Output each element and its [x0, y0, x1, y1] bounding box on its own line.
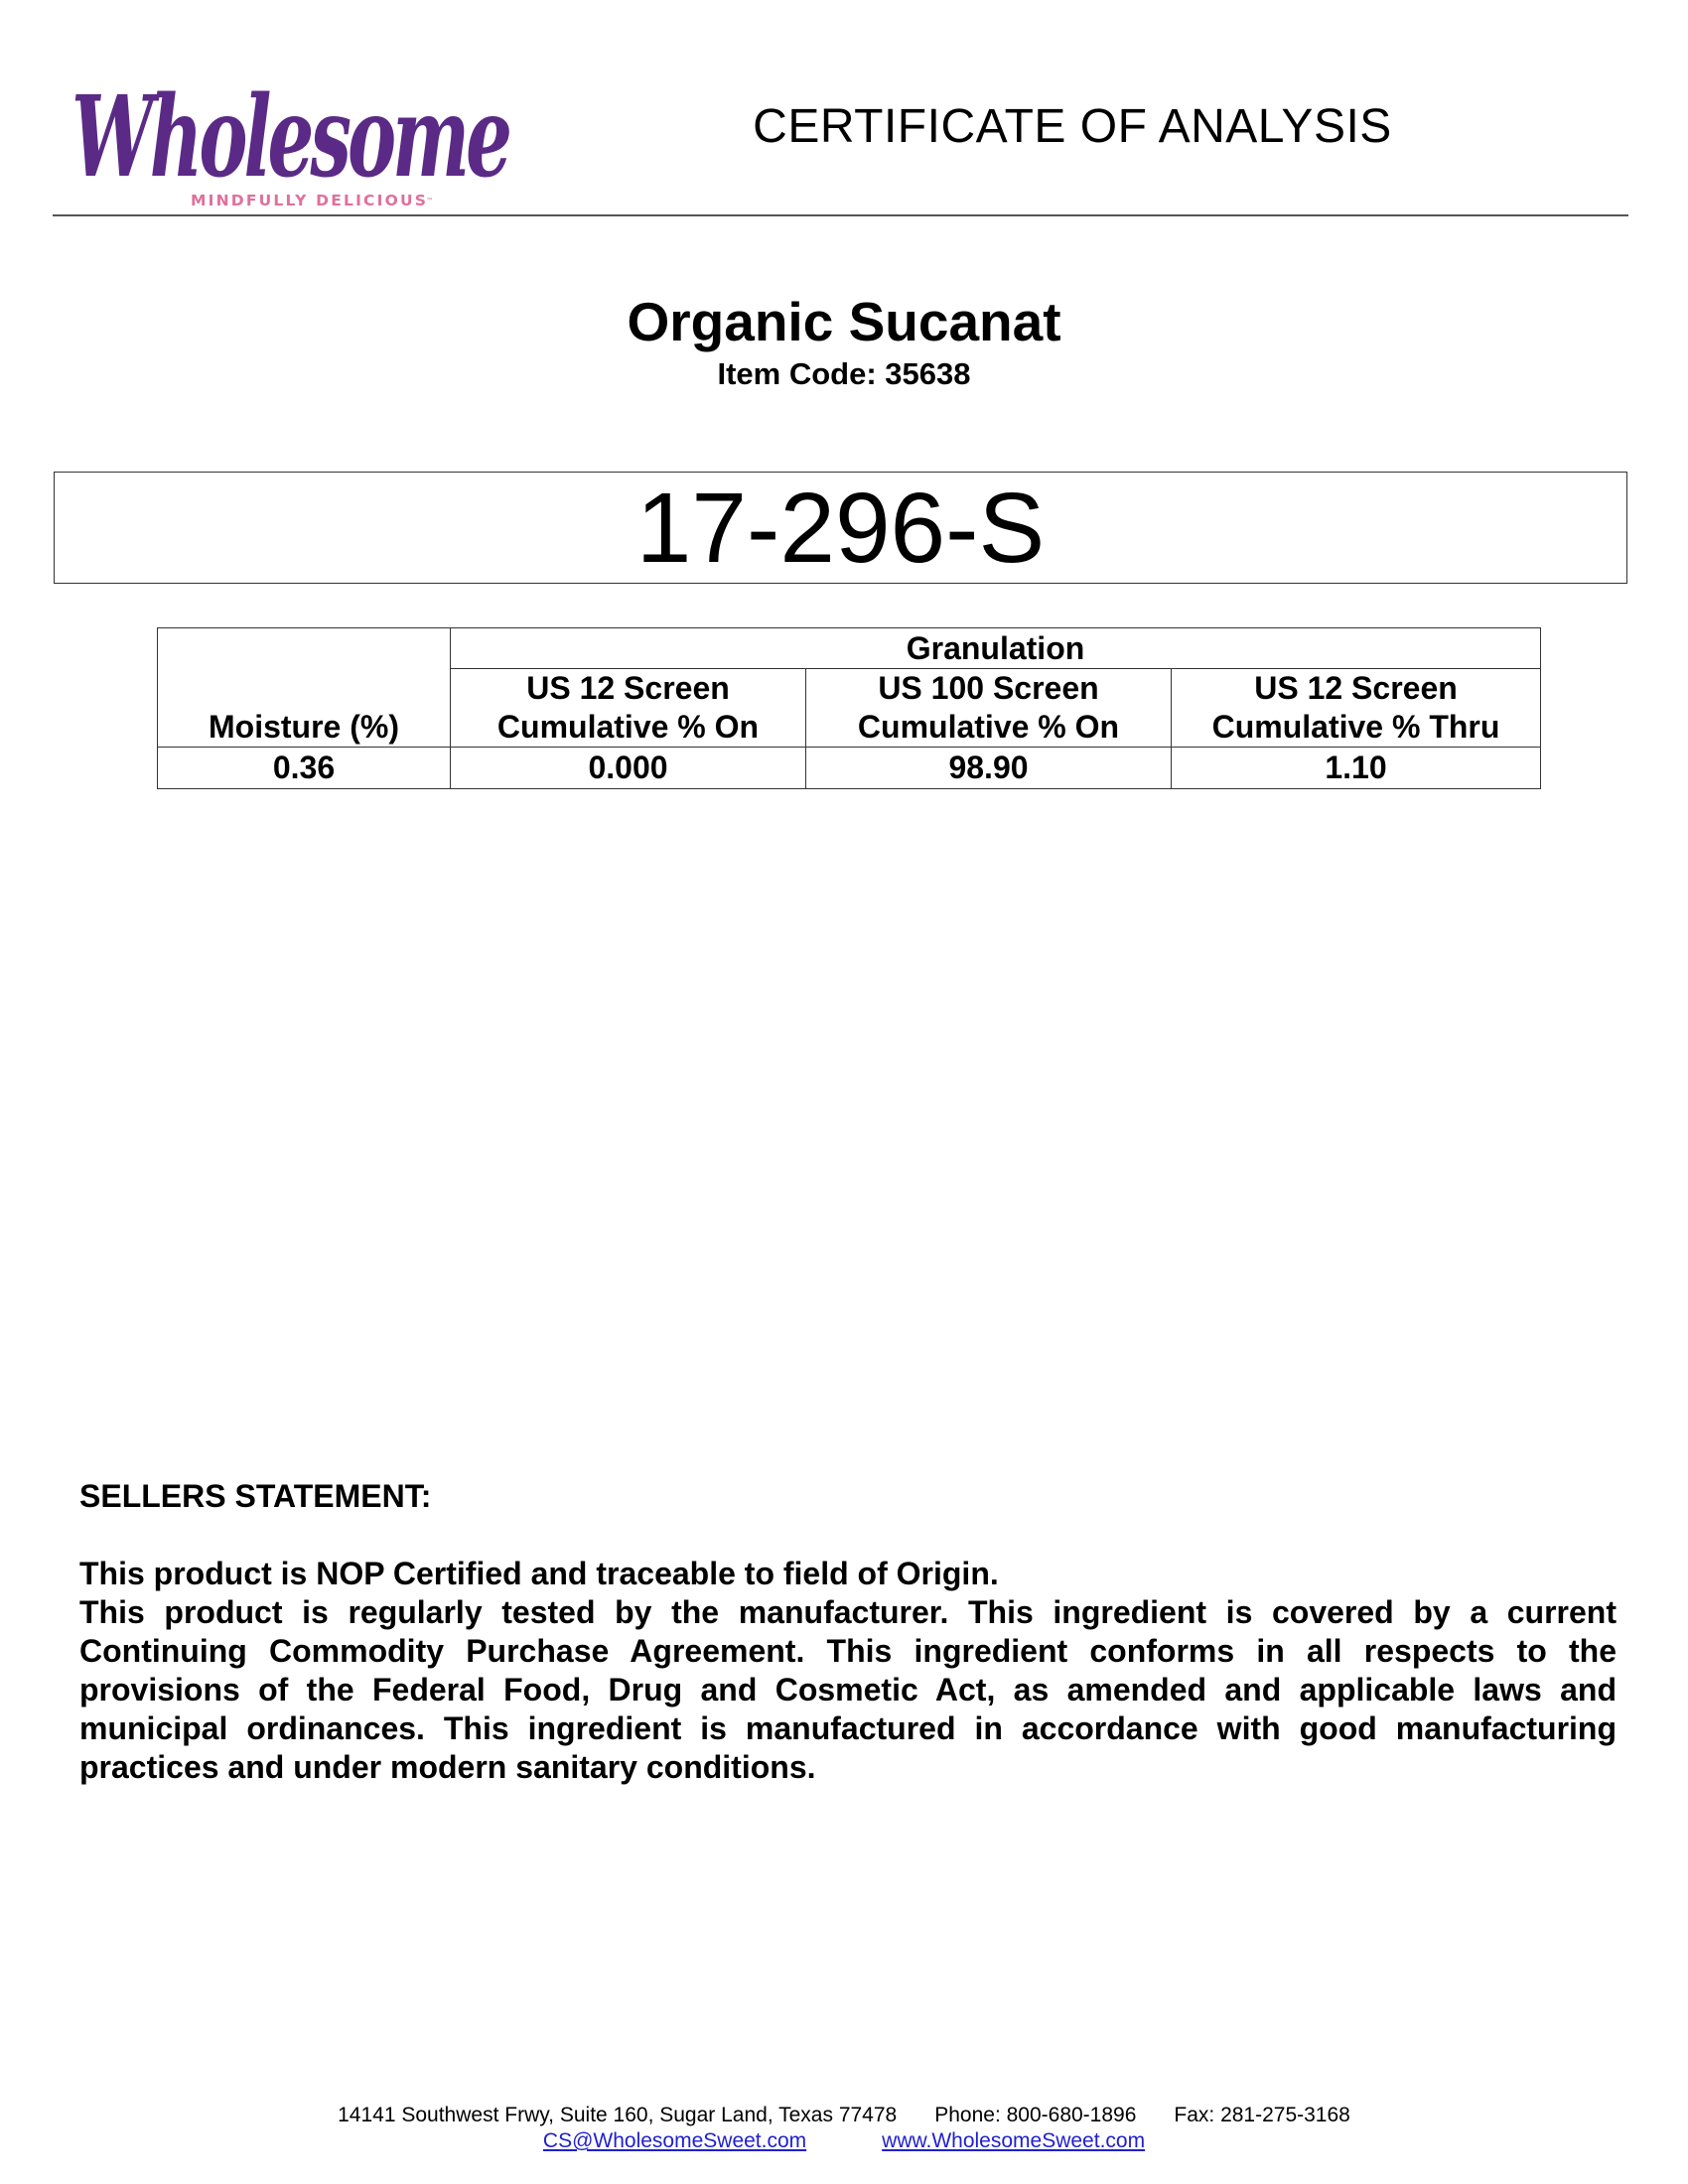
item-code: Item Code: 35638	[717, 356, 971, 391]
header-divider	[53, 214, 1628, 216]
logo-wordmark: Wholesome	[71, 72, 510, 203]
column-header-line: Cumulative % On	[496, 709, 760, 745]
moisture-value: 0.36	[158, 748, 451, 789]
company-logo	[70, 45, 516, 213]
column-header-us100-on	[806, 669, 1172, 748]
column-header-line: US 12 Screen	[526, 670, 730, 706]
us12-thru-value: 1.10	[1172, 748, 1541, 789]
table-row	[158, 748, 1541, 789]
logo-tagline: MINDFULLY DELICIOUS	[191, 192, 429, 209]
us12-on-value: 0.000	[451, 748, 806, 789]
statement-heading: SELLERS STATEMENT:	[79, 1478, 432, 1514]
product-name: Organic Sucanat	[627, 291, 1061, 352]
document-title: CERTIFICATE OF ANALYSIS	[753, 100, 1392, 153]
footer-phone: Phone: 800-680-1896	[934, 2104, 1137, 2126]
column-header-line: Cumulative % Thru	[1211, 709, 1500, 745]
footer-address: 14141 Southwest Frwy, Suite 160, Sugar Land, Texas 77478	[338, 2104, 898, 2126]
statement-paragraph: This product is regularly tested by the manufacturer. This ingredient is covered by a current Continuing Commodity Purchase Agreement. This ingredient conforms in all respects to the provisions of the Federal Food, Drug and Cosmetic Act, as amended and applicable laws and municipal ordinances. This ingredient is manufactured in accordance with good manufacturing practices and under modern sanitary conditions.	[79, 1594, 1617, 1785]
sellers-statement	[79, 1477, 1617, 1787]
granulation-group-header: Granulation	[451, 628, 1541, 669]
column-header-line: Moisture (%)	[209, 709, 399, 745]
footer-links-line	[0, 2128, 1688, 2154]
footer-fax: Fax: 281-275-3168	[1174, 2104, 1350, 2126]
column-header-line: US 12 Screen	[1254, 670, 1458, 706]
statement-line: This product is NOP Certified and traceable to field of Origin.	[79, 1556, 999, 1591]
lot-number-box	[54, 472, 1627, 584]
analysis-table	[157, 627, 1541, 789]
us100-on-value: 98.90	[806, 748, 1172, 789]
wholesome-logo-graphic	[70, 45, 516, 213]
footer-contact-line	[0, 2103, 1688, 2128]
footer-email-link[interactable]: CS@WholesomeSweet.com	[542, 2129, 807, 2152]
column-header-us12-on	[451, 669, 806, 748]
column-header-line: US 100 Screen	[878, 670, 1099, 706]
table-header-row	[158, 628, 1541, 669]
column-header-moisture	[158, 628, 451, 748]
logo-trademark: ™	[426, 197, 434, 205]
column-header-line: Cumulative % On	[857, 709, 1120, 745]
footer	[0, 2103, 1688, 2154]
footer-website-link[interactable]: www.WholesomeSweet.com	[882, 2129, 1146, 2152]
column-header-us12-thru	[1172, 669, 1541, 748]
lot-number: 17-296-S	[635, 472, 1046, 584]
